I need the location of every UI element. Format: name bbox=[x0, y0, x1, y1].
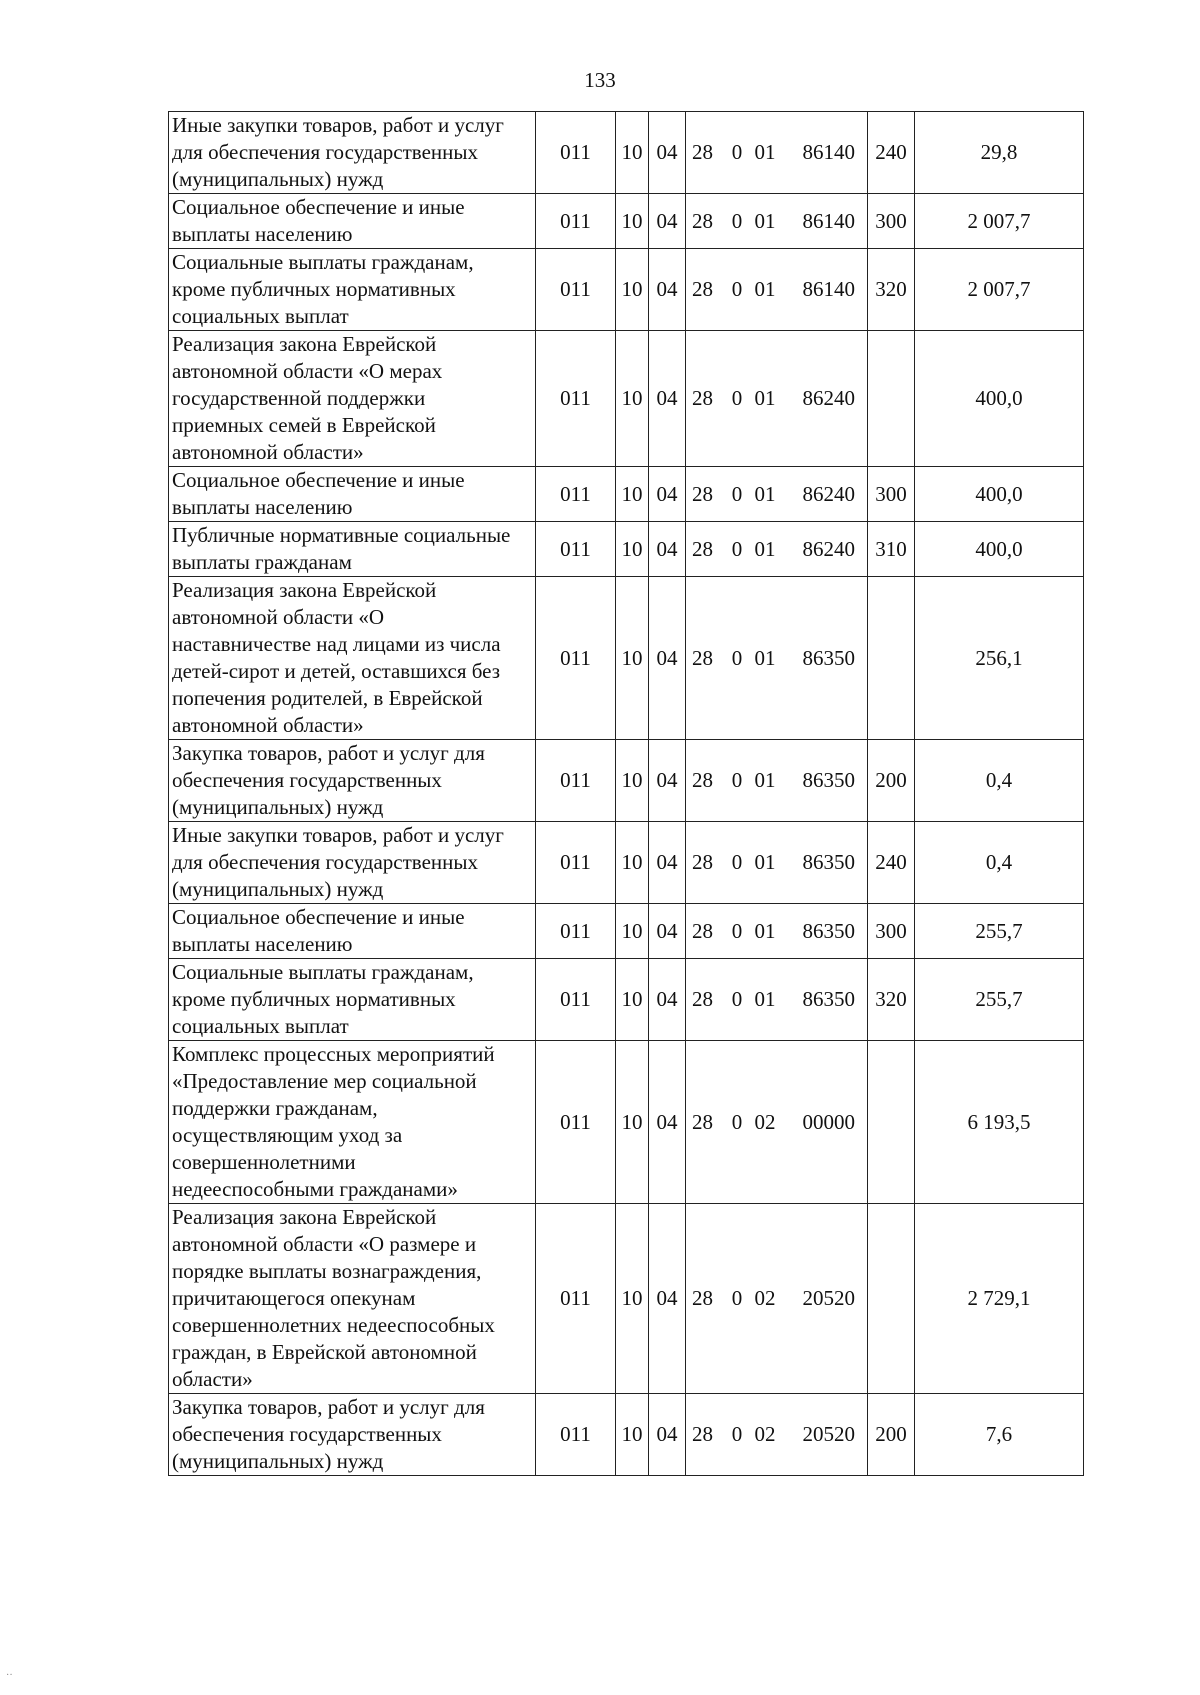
program-code bbox=[686, 1041, 791, 1204]
table-row bbox=[169, 1204, 1084, 1394]
direction-code: 86350 bbox=[791, 959, 868, 1041]
expense-type-code: 300 bbox=[868, 467, 915, 522]
amount: 255,7 bbox=[915, 959, 1084, 1041]
program-code-part: 0 bbox=[731, 768, 743, 792]
program-code bbox=[686, 522, 791, 577]
section-code: 10 bbox=[616, 112, 649, 194]
expense-name: Реализация закона Еврейской автономной области «О размере и порядке выплаты вознаграждения, причитающегося опекунам совершеннолетних недееспособных граждан, в Еврейской автономной области» bbox=[169, 1204, 536, 1394]
section-code: 10 bbox=[616, 194, 649, 249]
expense-name: Иные закупки товаров, работ и услуг для обеспечения государственных (муниципальных) нужд bbox=[169, 112, 536, 194]
ministry-code: 011 bbox=[536, 822, 616, 904]
subsection-code: 04 bbox=[649, 522, 686, 577]
program-code bbox=[686, 1394, 791, 1476]
ministry-code: 011 bbox=[536, 577, 616, 740]
program-code bbox=[686, 194, 791, 249]
section-code: 10 bbox=[616, 331, 649, 467]
program-code bbox=[686, 1204, 791, 1394]
program-code-part: 02 bbox=[754, 1422, 776, 1446]
table-row bbox=[169, 577, 1084, 740]
amount: 29,8 bbox=[915, 112, 1084, 194]
direction-code: 86240 bbox=[791, 331, 868, 467]
amount: 2 007,7 bbox=[915, 194, 1084, 249]
program-code bbox=[686, 331, 791, 467]
expense-type-code: 320 bbox=[868, 959, 915, 1041]
ministry-code: 011 bbox=[536, 467, 616, 522]
ministry-code: 011 bbox=[536, 112, 616, 194]
program-code bbox=[686, 904, 791, 959]
expense-name: Публичные нормативные социальные выплаты гражданам bbox=[169, 522, 536, 577]
expense-type-code bbox=[868, 1041, 915, 1204]
program-code-part: 28 bbox=[692, 918, 713, 943]
amount: 0,4 bbox=[915, 822, 1084, 904]
program-code-part: 0 bbox=[731, 645, 743, 670]
table-row bbox=[169, 904, 1084, 959]
expense-name: Иные закупки товаров, работ и услуг для обеспечения государственных (муниципальных) нужд bbox=[169, 822, 536, 904]
section-code: 10 bbox=[616, 904, 649, 959]
direction-code: 86350 bbox=[791, 822, 868, 904]
program-code-part: 28 bbox=[692, 850, 713, 874]
expense-type-code: 240 bbox=[868, 112, 915, 194]
program-code-part: 28 bbox=[692, 768, 713, 792]
program-code-part: 01 bbox=[754, 768, 776, 792]
subsection-code: 04 bbox=[649, 904, 686, 959]
direction-code: 86140 bbox=[791, 194, 868, 249]
scan-mark: ·· bbox=[6, 1670, 13, 1681]
table-row bbox=[169, 112, 1084, 194]
table-row bbox=[169, 522, 1084, 577]
expense-type-code bbox=[868, 331, 915, 467]
expense-type-code: 320 bbox=[868, 249, 915, 331]
section-code: 10 bbox=[616, 577, 649, 740]
expense-name: Социальное обеспечение и иные выплаты населению bbox=[169, 467, 536, 522]
table-row bbox=[169, 740, 1084, 822]
program-code bbox=[686, 249, 791, 331]
program-code bbox=[686, 740, 791, 822]
ministry-code: 011 bbox=[536, 1041, 616, 1204]
ministry-code: 011 bbox=[536, 959, 616, 1041]
ministry-code: 011 bbox=[536, 1394, 616, 1476]
amount: 255,7 bbox=[915, 904, 1084, 959]
ministry-code: 011 bbox=[536, 194, 616, 249]
amount: 400,0 bbox=[915, 331, 1084, 467]
program-code-part: 01 bbox=[754, 536, 776, 561]
ministry-code: 011 bbox=[536, 249, 616, 331]
program-code-part: 0 bbox=[731, 481, 743, 506]
expense-name: Социальные выплаты гражданам, кроме публичных нормативных социальных выплат bbox=[169, 249, 536, 331]
program-code-part: 01 bbox=[754, 277, 776, 301]
amount: 400,0 bbox=[915, 522, 1084, 577]
program-code-part: 02 bbox=[754, 1109, 776, 1134]
table-row bbox=[169, 822, 1084, 904]
program-code-part: 28 bbox=[692, 386, 713, 410]
expense-type-code: 310 bbox=[868, 522, 915, 577]
program-code-part: 01 bbox=[754, 208, 776, 233]
expense-type-code: 300 bbox=[868, 194, 915, 249]
direction-code: 86350 bbox=[791, 904, 868, 959]
section-code: 10 bbox=[616, 522, 649, 577]
ministry-code: 011 bbox=[536, 1204, 616, 1394]
subsection-code: 04 bbox=[649, 467, 686, 522]
amount: 7,6 bbox=[915, 1394, 1084, 1476]
direction-code: 86140 bbox=[791, 112, 868, 194]
program-code-part: 0 bbox=[731, 140, 743, 164]
subsection-code: 04 bbox=[649, 740, 686, 822]
direction-code: 86240 bbox=[791, 522, 868, 577]
page-number: 133 bbox=[584, 68, 616, 92]
ministry-code: 011 bbox=[536, 740, 616, 822]
program-code-part: 0 bbox=[731, 277, 743, 301]
program-code-part: 0 bbox=[731, 536, 743, 561]
program-code-part: 28 bbox=[692, 645, 713, 670]
program-code-part: 01 bbox=[754, 386, 776, 410]
program-code bbox=[686, 959, 791, 1041]
program-code-part: 28 bbox=[692, 140, 713, 164]
direction-code: 86350 bbox=[791, 740, 868, 822]
amount: 6 193,5 bbox=[915, 1041, 1084, 1204]
direction-code: 20520 bbox=[791, 1204, 868, 1394]
table-body bbox=[169, 112, 1084, 1476]
subsection-code: 04 bbox=[649, 112, 686, 194]
direction-code: 00000 bbox=[791, 1041, 868, 1204]
section-code: 10 bbox=[616, 1041, 649, 1204]
program-code-part: 0 bbox=[731, 1109, 743, 1134]
direction-code: 86350 bbox=[791, 577, 868, 740]
program-code-part: 0 bbox=[731, 1286, 743, 1310]
section-code: 10 bbox=[616, 959, 649, 1041]
program-code-part: 28 bbox=[692, 277, 713, 301]
expense-name: Социальное обеспечение и иные выплаты населению bbox=[169, 904, 536, 959]
budget-table bbox=[168, 111, 1084, 1476]
ministry-code: 011 bbox=[536, 904, 616, 959]
program-code-part: 28 bbox=[692, 1422, 713, 1446]
program-code-part: 01 bbox=[754, 645, 776, 670]
program-code-part: 28 bbox=[692, 1109, 713, 1134]
expense-name: Реализация закона Еврейской автономной области «О наставничестве над лицами из числа детей-сирот и детей, оставшихся без попечения родителей, в Еврейской автономной области» bbox=[169, 577, 536, 740]
table-row bbox=[169, 467, 1084, 522]
table-row bbox=[169, 959, 1084, 1041]
section-code: 10 bbox=[616, 1394, 649, 1476]
expense-name: Социальное обеспечение и иные выплаты населению bbox=[169, 194, 536, 249]
program-code-part: 28 bbox=[692, 481, 713, 506]
section-code: 10 bbox=[616, 249, 649, 331]
expense-type-code: 200 bbox=[868, 1394, 915, 1476]
program-code-part: 0 bbox=[731, 386, 743, 410]
program-code-part: 28 bbox=[692, 208, 713, 233]
program-code-part: 01 bbox=[754, 987, 776, 1011]
program-code-part: 02 bbox=[754, 1286, 776, 1310]
table-row bbox=[169, 249, 1084, 331]
amount: 400,0 bbox=[915, 467, 1084, 522]
program-code-part: 01 bbox=[754, 850, 776, 874]
program-code-part: 28 bbox=[692, 1286, 713, 1310]
direction-code: 86240 bbox=[791, 467, 868, 522]
amount: 0,4 bbox=[915, 740, 1084, 822]
subsection-code: 04 bbox=[649, 1394, 686, 1476]
program-code-part: 01 bbox=[754, 918, 776, 943]
ministry-code: 011 bbox=[536, 522, 616, 577]
program-code-part: 0 bbox=[731, 918, 743, 943]
subsection-code: 04 bbox=[649, 577, 686, 740]
table-row bbox=[169, 194, 1084, 249]
program-code-part: 0 bbox=[731, 208, 743, 233]
amount: 2 007,7 bbox=[915, 249, 1084, 331]
expense-type-code bbox=[868, 1204, 915, 1394]
expense-name: Реализация закона Еврейской автономной области «О мерах государственной поддержки приемных семей в Еврейской автономной области» bbox=[169, 331, 536, 467]
table-row bbox=[169, 1394, 1084, 1476]
program-code bbox=[686, 577, 791, 740]
subsection-code: 04 bbox=[649, 1204, 686, 1394]
subsection-code: 04 bbox=[649, 822, 686, 904]
expense-name: Социальные выплаты гражданам, кроме публичных нормативных социальных выплат bbox=[169, 959, 536, 1041]
program-code-part: 28 bbox=[692, 987, 713, 1011]
table-row bbox=[169, 1041, 1084, 1204]
expense-type-code: 240 bbox=[868, 822, 915, 904]
subsection-code: 04 bbox=[649, 959, 686, 1041]
subsection-code: 04 bbox=[649, 1041, 686, 1204]
section-code: 10 bbox=[616, 822, 649, 904]
direction-code: 86140 bbox=[791, 249, 868, 331]
program-code-part: 01 bbox=[754, 140, 776, 164]
section-code: 10 bbox=[616, 740, 649, 822]
program-code bbox=[686, 822, 791, 904]
expense-name: Комплекс процессных мероприятий «Предоставление мер социальной поддержки гражданам, осуществляющим уход за совершеннолетними недееспособными гражданами» bbox=[169, 1041, 536, 1204]
subsection-code: 04 bbox=[649, 194, 686, 249]
program-code-part: 0 bbox=[731, 987, 743, 1011]
section-code: 10 bbox=[616, 467, 649, 522]
section-code: 10 bbox=[616, 1204, 649, 1394]
expense-type-code: 300 bbox=[868, 904, 915, 959]
expense-name: Закупка товаров, работ и услуг для обеспечения государственных (муниципальных) нужд bbox=[169, 1394, 536, 1476]
program-code-part: 28 bbox=[692, 536, 713, 561]
amount: 256,1 bbox=[915, 577, 1084, 740]
amount: 2 729,1 bbox=[915, 1204, 1084, 1394]
program-code-part: 0 bbox=[731, 1422, 743, 1446]
program-code-part: 0 bbox=[731, 850, 743, 874]
expense-type-code bbox=[868, 577, 915, 740]
table-row bbox=[169, 331, 1084, 467]
program-code bbox=[686, 467, 791, 522]
program-code bbox=[686, 112, 791, 194]
program-code-part: 01 bbox=[754, 481, 776, 506]
expense-name: Закупка товаров, работ и услуг для обеспечения государственных (муниципальных) нужд bbox=[169, 740, 536, 822]
ministry-code: 011 bbox=[536, 331, 616, 467]
expense-type-code: 200 bbox=[868, 740, 915, 822]
direction-code: 20520 bbox=[791, 1394, 868, 1476]
subsection-code: 04 bbox=[649, 249, 686, 331]
subsection-code: 04 bbox=[649, 331, 686, 467]
